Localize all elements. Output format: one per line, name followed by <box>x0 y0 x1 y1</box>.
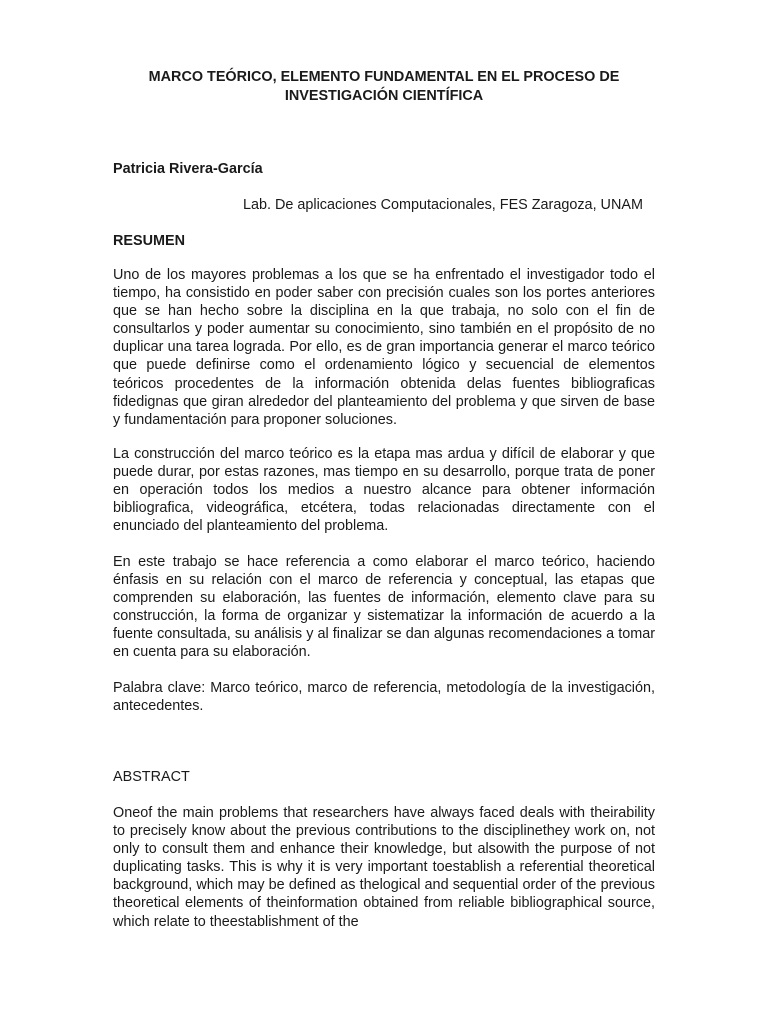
resumen-heading: RESUMEN <box>113 233 185 249</box>
abstract-paragraph: Oneof the main problems that researchers have always faced deals with theirability to precisely know about the previous contributions to the disciplinethey work on, not only to consult them and enhance their knowledge, but alsowith the purpose of not duplicating tasks. This is why it is very important toestablish a referential theoretical background, which may be defined as thelogical and sequential order of the previous theoretical elements of theinformation obtained from reliable bibliographical source, which relate to theestablishment of the <box>113 805 655 930</box>
resumen-paragraph-2: La construcción del marco teórico es la etapa mas ardua y difícil de elaborar y que puede durar, por estas razones, mas tiempo en su desarrollo, porque trata de poner en operación todos los medios a nuestro alcance para obtener información bibliografica, videográfica, etcétera, todas relacionadas directamente con el enunciado del planteamiento del problema. <box>113 446 655 535</box>
abstract-heading: ABSTRACT <box>113 769 190 785</box>
keywords-paragraph: Palabra clave: Marco teórico, marco de referencia, metodología de la investigación, antecedentes. <box>113 680 655 715</box>
document-title: MARCO TEÓRICO, ELEMENTO FUNDAMENTAL EN EL PROCESO DE INVESTIGACIÓN CIENTÍFICA <box>148 69 620 104</box>
author-name: Patricia Rivera-García <box>113 161 263 177</box>
resumen-paragraph-1: Uno de los mayores problemas a los que se ha enfrentado el investigador todo el tiempo, ha consistido en poder saber con precisión cuales son los portes anteriores que se han hecho sobre la disciplina en la que trabaja, no solo con el fin de consultarlos y poder aumentar su conocimiento, sino también en el propósito de no duplicar una tarea lograda. Por ello, es de gran importancia generar el marco teórico que puede definirse como el ordenamiento lógico y secuencial de elementos teóricos procedentes de la información obtenida delas fuentes bibliograficas fidedignas que giran alrededor del planteamiento del problema y que sirven de base y fundamentación para proponer soluciones. <box>113 267 655 428</box>
resumen-paragraph-3: En este trabajo se hace referencia a como elaborar el marco teórico, haciendo énfasis en su relación con el marco de referencia y conceptual, las etapas que comprenden su elaboración, las fuentes de información, elemento clave para su construcción, la forma de organizar y sistematizar la información de acuerdo a la fuente consultada, su análisis y al finalizar se dan algunas recomendaciones a tomar en cuenta para su elaboración. <box>113 554 655 661</box>
author-affiliation: Lab. De aplicaciones Computacionales, FES Zaragoza, UNAM <box>243 197 643 213</box>
